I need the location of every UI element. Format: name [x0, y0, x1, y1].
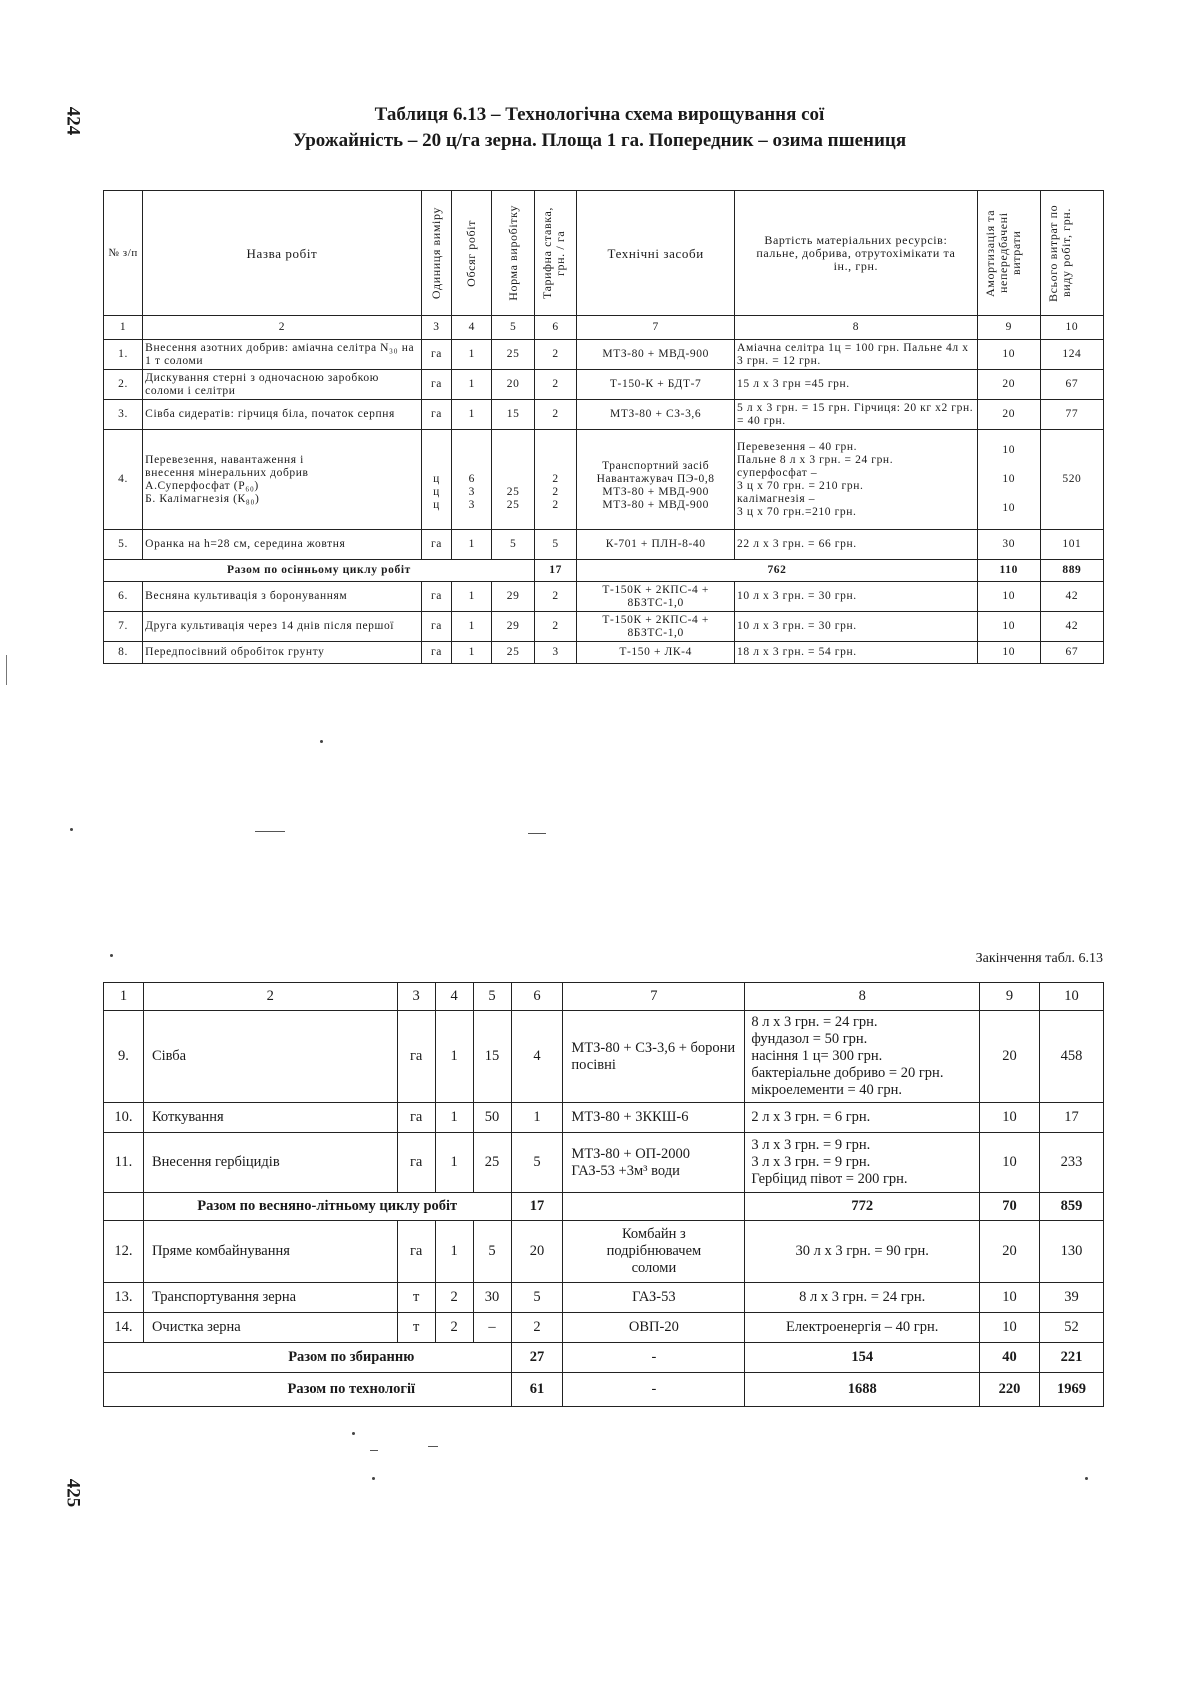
row-name: Дискування стерні з одночасною заробкою соломи і селітри [143, 370, 422, 400]
total-tech: - [563, 1373, 745, 1407]
row-materials-line: 3 ц х 70 грн.=210 грн. [737, 505, 857, 518]
header-total: Всього витрат по виду робіт, грн. [1045, 204, 1073, 302]
table-row [104, 1221, 1104, 1283]
row-total: 130 [1039, 1221, 1103, 1283]
scan-speck [352, 1432, 355, 1435]
row-unit: га [421, 340, 451, 370]
row-norm-line: 25 [506, 486, 520, 498]
scan-speck [1085, 1477, 1088, 1480]
row-volume: 1 [435, 1133, 473, 1193]
header-volume-cell [452, 191, 492, 316]
header-tech: Технічні засоби [577, 191, 735, 316]
empty-cell [104, 1193, 144, 1221]
row-norm: 29 [492, 612, 534, 642]
row-materials-line: 3 ц х 70 грн. = 210 грн. [737, 479, 864, 492]
row-tech: МТЗ-80 + СЗ-3,6 + борони посівні [563, 1011, 745, 1103]
row-norm: 30 [473, 1283, 511, 1313]
row-amort-line: 10 [1002, 502, 1016, 514]
header-norm: Норма виробітку [505, 205, 520, 301]
row-amort: 20 [977, 370, 1040, 400]
row-norm: 25 [473, 1133, 511, 1193]
row-norm: 25 [492, 642, 534, 664]
row-no: 9. [104, 1011, 144, 1103]
row-tariff: 4 [511, 1011, 563, 1103]
row-no: 4. [104, 430, 143, 530]
header-materials: Вартість матеріальних ресурсів: пальне, добрива, отрутохімікати та ін., грн. [735, 191, 978, 316]
row-no: 12. [104, 1221, 144, 1283]
row-materials [735, 430, 978, 530]
row-amort: 10 [980, 1313, 1040, 1343]
row-tech-line: Транспортний засіб [602, 460, 710, 472]
row-amort-line: 10 [1002, 473, 1016, 485]
row-no: 3. [104, 400, 143, 430]
col-num-6: 6 [511, 983, 563, 1011]
row-no: 7. [104, 612, 143, 642]
row-unit: га [421, 400, 451, 430]
col-num-4: 4 [452, 316, 492, 340]
row-materials-line: мікроелементи = 40 грн. [751, 1082, 902, 1098]
row-amort: 10 [977, 642, 1040, 664]
row-tech: Т-150 + ЛК-4 [577, 642, 735, 664]
row-total: 458 [1039, 1011, 1103, 1103]
row-volume-line: 6 [468, 473, 475, 485]
row-materials-line: калімагнезія – [737, 492, 816, 505]
row-name: Друга культивація через 14 днів після першої [143, 612, 422, 642]
scan-mark [428, 1446, 438, 1447]
row-total: 233 [1039, 1133, 1103, 1193]
row-materials: 10 л х 3 грн. = 30 грн. [735, 582, 978, 612]
row-amort: 20 [980, 1221, 1040, 1283]
col-num-10: 10 [1040, 316, 1103, 340]
row-amort: 20 [980, 1011, 1040, 1103]
row-norm: 15 [473, 1011, 511, 1103]
row-materials: Електроенергія – 40 грн. [745, 1313, 980, 1343]
row-norm: 50 [473, 1103, 511, 1133]
row-volume [452, 430, 492, 530]
row-name: Очистка зерна [143, 1313, 397, 1343]
table-row [104, 1313, 1104, 1343]
row-total: 52 [1039, 1313, 1103, 1343]
row-tariff: 2 [511, 1313, 563, 1343]
col-num-3: 3 [421, 316, 451, 340]
row-tariff: 5 [511, 1133, 563, 1193]
subtotal-row-harvest [104, 1343, 1104, 1373]
row-materials [745, 1011, 980, 1103]
row-tariff: 2 [534, 400, 576, 430]
subtotal-tech: - [563, 1343, 745, 1373]
row-volume: 1 [452, 612, 492, 642]
row-tariff: 2 [534, 340, 576, 370]
row-unit-line: ц [433, 473, 440, 485]
row-total: 124 [1040, 340, 1103, 370]
scan-speck [372, 1477, 375, 1480]
row-volume: 1 [452, 370, 492, 400]
row-name: Транспортування зерна [143, 1283, 397, 1313]
row-volume: 1 [452, 582, 492, 612]
row-volume: 1 [452, 530, 492, 560]
scan-edge-mark [6, 655, 7, 685]
row-name: Весняна культивація з боронуванням [143, 582, 422, 612]
empty-cell [563, 1193, 745, 1221]
row-amort: 10 [977, 582, 1040, 612]
row-volume: 1 [452, 400, 492, 430]
col-num-1: 1 [104, 316, 143, 340]
scan-mark [370, 1450, 378, 1451]
row-no: 6. [104, 582, 143, 612]
scan-mark [255, 831, 285, 832]
row-tech [577, 430, 735, 530]
row-tariff: 20 [511, 1221, 563, 1283]
page-number-top: 424 [62, 106, 84, 136]
subtotal-materials: 154 [745, 1343, 980, 1373]
subtotal-total: 859 [1039, 1193, 1103, 1221]
row-volume-line: 3 [468, 486, 475, 498]
table-row [104, 612, 1104, 642]
col-num-10: 10 [1039, 983, 1103, 1011]
row-name: Сівба [143, 1011, 397, 1103]
row-tech: МТЗ-80 + 3ККШ-6 [563, 1103, 745, 1133]
row-no: 14. [104, 1313, 144, 1343]
row-name-line: А.Суперфосфат (Р₆₀) [145, 479, 259, 492]
row-name: Сівба сидератів: гірчиця біла, початок серпня [143, 400, 422, 430]
row-amort [977, 430, 1040, 530]
subtotal-total: 221 [1039, 1343, 1103, 1373]
col-num-4: 4 [435, 983, 473, 1011]
table-row [104, 1283, 1104, 1313]
col-num-5: 5 [492, 316, 534, 340]
column-number-row [104, 316, 1104, 340]
table-row [104, 530, 1104, 560]
continuation-label: Закінчення табл. 6.13 [975, 951, 1103, 966]
row-total: 67 [1040, 642, 1103, 664]
page-number-bottom: 425 [62, 1478, 84, 1508]
row-materials [745, 1133, 980, 1193]
row-materials-line: 3 л х 3 грн. = 9 грн. [751, 1137, 871, 1153]
header-amort: Амортизація та непередбачені витрати [982, 209, 1023, 297]
row-norm: 29 [492, 582, 534, 612]
scan-mark [528, 833, 546, 834]
row-name: Пряме комбайнування [143, 1221, 397, 1283]
header-unit: Одиниця виміру [428, 206, 443, 300]
table-row [104, 642, 1104, 664]
row-norm: 25 [492, 340, 534, 370]
header-row [104, 191, 1104, 316]
subtotal-materials: 762 [577, 560, 977, 582]
row-materials-line: бактеріальне добриво = 20 грн. [751, 1065, 944, 1081]
subtotal-label: Разом по весняно-літньому циклу робіт [143, 1193, 511, 1221]
row-name: Внесення гербіцидів [143, 1133, 397, 1193]
row-volume: 1 [452, 642, 492, 664]
row-total: 42 [1040, 582, 1103, 612]
subtotal-row-autumn [104, 560, 1104, 582]
row-unit: га [421, 612, 451, 642]
row-norm [492, 430, 534, 530]
total-amort: 220 [980, 1373, 1040, 1407]
total-tariff: 61 [511, 1373, 563, 1407]
row-tech-line: ГАЗ-53 +3м³ води [571, 1162, 680, 1179]
header-norm-cell [492, 191, 534, 316]
header-name: Назва робіт [143, 191, 422, 316]
row-materials-line: суперфосфат – [737, 466, 818, 479]
row-volume: 1 [435, 1103, 473, 1133]
row-norm: – [473, 1313, 511, 1343]
col-num-1: 1 [104, 983, 144, 1011]
row-tariff: 2 [534, 582, 576, 612]
row-tech [563, 1133, 745, 1193]
row-total: 67 [1040, 370, 1103, 400]
row-materials: 18 л х 3 грн. = 54 грн. [735, 642, 978, 664]
header-total-cell [1040, 191, 1103, 316]
row-amort: 30 [977, 530, 1040, 560]
row-unit: га [397, 1133, 435, 1193]
col-num-8: 8 [735, 316, 978, 340]
row-materials-line: Гербіцид півот = 200 грн. [751, 1171, 908, 1187]
row-name-line: Б. Калімагнезія (К₈₀) [145, 492, 260, 505]
row-total: 77 [1040, 400, 1103, 430]
table-row [104, 1133, 1104, 1193]
row-tariff: 5 [534, 530, 576, 560]
row-tech: ОВП-20 [563, 1313, 745, 1343]
row-materials-line: Пальне 8 л х 3 грн. = 24 грн. [737, 453, 894, 466]
subtotal-label: Разом по осінньому циклу робіт [104, 560, 535, 582]
subtotal-tariff: 17 [534, 560, 576, 582]
row-name [143, 430, 422, 530]
row-unit: т [397, 1313, 435, 1343]
row-no: 10. [104, 1103, 144, 1133]
row-materials: 30 л х 3 грн. = 90 грн. [745, 1221, 980, 1283]
row-materials: 5 л х 3 грн. = 15 грн. Гірчиця: 20 кг х2 грн. = 40 грн. [735, 400, 978, 430]
row-tariff: 1 [511, 1103, 563, 1133]
row-materials-line: Перевезення – 40 грн. [737, 440, 858, 453]
subtotal-label: Разом по збиранню [104, 1343, 512, 1373]
table-row [104, 582, 1104, 612]
row-tech: Т-150К + 2КПС-4 + 8БЗТС-1,0 [577, 582, 735, 612]
row-no: 11. [104, 1133, 144, 1193]
row-unit [421, 430, 451, 530]
subtotal-tariff: 17 [511, 1193, 563, 1221]
row-unit: га [397, 1221, 435, 1283]
total-row [104, 1373, 1104, 1407]
row-volume: 1 [452, 340, 492, 370]
row-unit: га [421, 642, 451, 664]
row-tech-line: Навантажувач ПЭ-0,8 [596, 473, 715, 485]
col-num-8: 8 [745, 983, 980, 1011]
col-num-9: 9 [977, 316, 1040, 340]
total-materials: 1688 [745, 1373, 980, 1407]
row-tariff [534, 430, 576, 530]
row-tariff-line: 2 [552, 499, 559, 511]
row-materials: 10 л х 3 грн. = 30 грн. [735, 612, 978, 642]
row-total: 520 [1040, 430, 1103, 530]
col-num-2: 2 [143, 316, 422, 340]
row-volume: 1 [435, 1221, 473, 1283]
row-unit: га [421, 530, 451, 560]
row-total: 101 [1040, 530, 1103, 560]
row-unit: га [397, 1103, 435, 1133]
subtotal-total: 889 [1040, 560, 1103, 582]
row-materials: 2 л х 3 грн. = 6 грн. [745, 1103, 980, 1133]
row-tariff: 5 [511, 1283, 563, 1313]
row-materials: 15 л х 3 грн =45 грн. [735, 370, 978, 400]
subtotal-amort: 40 [980, 1343, 1040, 1373]
header-no: № з/п [104, 191, 143, 316]
row-amort: 10 [980, 1103, 1040, 1133]
row-norm: 5 [492, 530, 534, 560]
table-row [104, 340, 1104, 370]
row-tech-line: МТЗ-80 + ОП-2000 [571, 1145, 690, 1162]
header-volume: Обсяг робіт [464, 219, 479, 287]
row-materials-line: фундазол = 50 грн. [751, 1031, 868, 1047]
row-name: Передпосівний обробіток грунту [143, 642, 422, 664]
row-total: 42 [1040, 612, 1103, 642]
row-name-line: внесення мінеральних добрив [145, 466, 309, 479]
row-amort: 20 [977, 400, 1040, 430]
table-row [104, 370, 1104, 400]
col-num-7: 7 [577, 316, 735, 340]
row-amort: 10 [980, 1283, 1040, 1313]
row-tariff: 3 [534, 642, 576, 664]
row-tech: К-701 + ПЛН-8-40 [577, 530, 735, 560]
row-amort: 10 [980, 1133, 1040, 1193]
table-row [104, 1011, 1104, 1103]
row-total: 39 [1039, 1283, 1103, 1313]
column-number-row [104, 983, 1104, 1011]
col-num-3: 3 [397, 983, 435, 1011]
header-tariff: Тарифна ставка, грн. / га [539, 207, 567, 299]
row-tech-line: МТЗ-80 + МВД-900 [602, 486, 709, 498]
row-tariff: 2 [534, 612, 576, 642]
row-name: Коткування [143, 1103, 397, 1133]
row-no: 8. [104, 642, 143, 664]
subtotal-row-spring [104, 1193, 1104, 1221]
row-norm: 5 [473, 1221, 511, 1283]
row-amort: 10 [977, 340, 1040, 370]
table-row [104, 430, 1104, 530]
row-tariff: 2 [534, 370, 576, 400]
row-unit-line: ц [433, 499, 440, 511]
row-tech-line: МТЗ-80 + МВД-900 [602, 499, 709, 511]
subtotal-materials: 772 [745, 1193, 980, 1221]
scan-speck [110, 954, 113, 957]
subtotal-tariff: 27 [511, 1343, 563, 1373]
header-amort-cell [977, 191, 1040, 316]
scan-speck [70, 828, 73, 831]
table-subtitle: Урожайність – 20 ц/га зерна. Площа 1 га. Попередник – озима пшениця [292, 130, 907, 151]
total-total: 1969 [1039, 1373, 1103, 1407]
row-unit: га [397, 1011, 435, 1103]
technology-table-part1 [103, 190, 1104, 664]
row-materials: 8 л х 3 грн. = 24 грн. [745, 1283, 980, 1313]
col-num-2: 2 [143, 983, 397, 1011]
row-volume: 2 [435, 1283, 473, 1313]
row-unit: га [421, 370, 451, 400]
row-no: 2. [104, 370, 143, 400]
row-materials: Аміачна селітра 1ц = 100 грн. Пальне 4л х 3 грн. = 12 грн. [735, 340, 978, 370]
row-norm: 15 [492, 400, 534, 430]
col-num-6: 6 [534, 316, 576, 340]
total-label: Разом по технології [104, 1373, 512, 1407]
col-num-9: 9 [980, 983, 1040, 1011]
row-norm: 20 [492, 370, 534, 400]
row-amort: 10 [977, 612, 1040, 642]
scan-speck [320, 740, 323, 743]
row-tech: ГАЗ-53 [563, 1283, 745, 1313]
row-no: 5. [104, 530, 143, 560]
row-no: 13. [104, 1283, 144, 1313]
row-no: 1. [104, 340, 143, 370]
row-name: Внесення азотних добрив: аміачна селітра N₃₀ на 1 т соломи [143, 340, 422, 370]
subtotal-amort: 110 [977, 560, 1040, 582]
col-num-7: 7 [563, 983, 745, 1011]
row-tech: МТЗ-80 + МВД-900 [577, 340, 735, 370]
row-tech: Т-150К + 2КПС-4 + 8БЗТС-1,0 [577, 612, 735, 642]
header-unit-cell [421, 191, 451, 316]
row-norm-line: 25 [506, 499, 520, 511]
row-materials-line: насіння 1 ц= 300 грн. [751, 1048, 883, 1064]
header-tariff-cell [534, 191, 576, 316]
row-volume: 2 [435, 1313, 473, 1343]
row-tech: Т-150-К + БДТ-7 [577, 370, 735, 400]
row-unit-line: ц [433, 486, 440, 498]
row-amort-line: 10 [1002, 444, 1016, 456]
row-volume-line: 3 [468, 499, 475, 511]
row-materials-line: 3 л х 3 грн. = 9 грн. [751, 1154, 871, 1170]
row-tariff-line: 2 [552, 486, 559, 498]
row-unit: га [421, 582, 451, 612]
row-tech: МТЗ-80 + СЗ-3,6 [577, 400, 735, 430]
table-row [104, 1103, 1104, 1133]
row-name: Оранка на h=28 см, середина жовтня [143, 530, 422, 560]
row-unit: т [397, 1283, 435, 1313]
row-tariff-line: 2 [552, 473, 559, 485]
row-volume: 1 [435, 1011, 473, 1103]
table-title: Таблиця 6.13 – Технологічна схема вирощування сої [374, 104, 825, 125]
subtotal-amort: 70 [980, 1193, 1040, 1221]
row-name-line: Перевезення, навантаження і [145, 453, 304, 466]
row-tech: Комбайн з подрібнювачем соломи [563, 1221, 745, 1283]
row-materials-line: 8 л х 3 грн. = 24 грн. [751, 1014, 878, 1030]
table-row [104, 400, 1104, 430]
technology-table-part2 [103, 982, 1104, 1407]
col-num-5: 5 [473, 983, 511, 1011]
row-materials: 22 л х 3 грн. = 66 грн. [735, 530, 978, 560]
row-total: 17 [1039, 1103, 1103, 1133]
